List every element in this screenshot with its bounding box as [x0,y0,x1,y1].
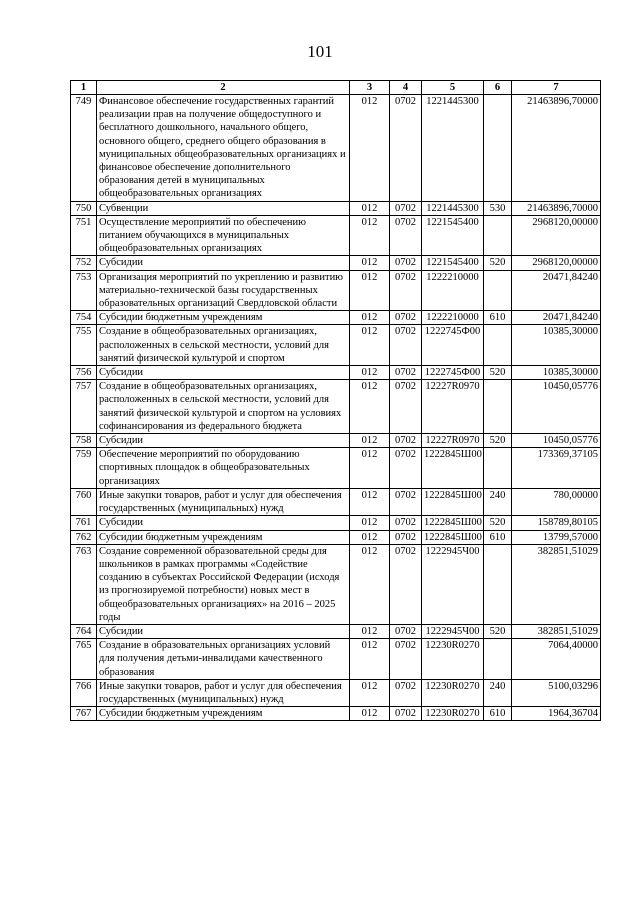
target-article-cell: 1222745Ф00 [422,366,484,380]
expense-type-cell [484,325,512,366]
expense-type-cell: 610 [484,707,512,721]
ministry-code-cell: 012 [350,380,390,434]
ministry-code-cell: 012 [350,707,390,721]
ministry-code-cell: 012 [350,311,390,325]
expense-type-cell: 520 [484,516,512,530]
section-code-cell: 0702 [390,366,422,380]
table-row [71,639,601,680]
target-article-cell: 1221445300 [422,201,484,215]
amount-cell: 13799,57000 [512,530,601,544]
row-number-cell: 764 [71,624,97,638]
table-row [71,256,601,270]
section-code-cell: 0702 [390,256,422,270]
section-code-cell: 0702 [390,488,422,515]
amount-cell: 20471,84240 [512,270,601,311]
header-cell: 6 [484,81,512,95]
header-cell: 4 [390,81,422,95]
expense-type-cell: 520 [484,256,512,270]
amount-cell: 382851,51029 [512,624,601,638]
expense-name-cell: Организация мероприятий по укреплению и развитию материально-технической базы государственных образовательных организаций Свердловской области [97,270,350,311]
amount-cell: 20471,84240 [512,311,601,325]
target-article-cell: 12230R0270 [422,707,484,721]
expense-type-cell: 520 [484,366,512,380]
table-body [71,95,601,721]
target-article-cell: 1222845Ш00 [422,516,484,530]
row-number-cell: 752 [71,256,97,270]
table-row [71,516,601,530]
expense-name-cell: Субсидии бюджетным учреждениям [97,311,350,325]
ministry-code-cell: 012 [350,215,390,256]
expense-type-cell: 520 [484,624,512,638]
section-code-cell: 0702 [390,434,422,448]
expense-type-cell [484,448,512,489]
row-number-cell: 758 [71,434,97,448]
table-row [71,434,601,448]
ministry-code-cell: 012 [350,488,390,515]
row-number-cell: 766 [71,679,97,706]
target-article-cell: 1221545400 [422,256,484,270]
amount-cell: 21463896,70000 [512,201,601,215]
expense-type-cell [484,544,512,624]
target-article-cell: 1222745Ф00 [422,325,484,366]
ministry-code-cell: 012 [350,448,390,489]
row-number-cell: 754 [71,311,97,325]
target-article-cell: 12227R0970 [422,380,484,434]
ministry-code-cell: 012 [350,256,390,270]
row-number-cell: 765 [71,639,97,680]
expense-type-cell: 610 [484,530,512,544]
section-code-cell: 0702 [390,707,422,721]
expense-name-cell: Субсидии [97,256,350,270]
table-row [71,95,601,202]
ministry-code-cell: 012 [350,679,390,706]
row-number-cell: 757 [71,380,97,434]
section-code-cell: 0702 [390,516,422,530]
expense-type-cell: 520 [484,434,512,448]
expense-name-cell: Создание в общеобразовательных организациях, расположенных в сельской местности, условий для занятий физической культурой и спортом [97,325,350,366]
amount-cell: 158789,80105 [512,516,601,530]
expense-type-cell [484,380,512,434]
target-article-cell: 1222945Ч00 [422,624,484,638]
table-row [71,380,601,434]
budget-table [70,80,601,721]
table-row [71,201,601,215]
expense-name-cell: Создание в образовательных организациях условий для получения детьми-инвалидами качественного образования [97,639,350,680]
amount-cell: 173369,37105 [512,448,601,489]
section-code-cell: 0702 [390,624,422,638]
section-code-cell: 0702 [390,270,422,311]
amount-cell: 21463896,70000 [512,95,601,202]
ministry-code-cell: 012 [350,325,390,366]
amount-cell: 1964,36704 [512,707,601,721]
target-article-cell: 1221545400 [422,215,484,256]
expense-name-cell: Субсидии бюджетным учреждениям [97,530,350,544]
ministry-code-cell: 012 [350,366,390,380]
expense-name-cell: Субсидии бюджетным учреждениям [97,707,350,721]
row-number-cell: 755 [71,325,97,366]
table-row [71,707,601,721]
target-article-cell: 1222845Ш00 [422,530,484,544]
section-code-cell: 0702 [390,325,422,366]
expense-type-cell: 610 [484,311,512,325]
header-cell: 1 [71,81,97,95]
table-row [71,215,601,256]
target-article-cell: 1222210000 [422,311,484,325]
amount-cell: 10450,05776 [512,434,601,448]
row-number-cell: 749 [71,95,97,202]
target-article-cell: 1222210000 [422,270,484,311]
ministry-code-cell: 012 [350,201,390,215]
header-row [71,81,601,95]
ministry-code-cell: 012 [350,530,390,544]
table-row [71,270,601,311]
row-number-cell: 761 [71,516,97,530]
row-number-cell: 753 [71,270,97,311]
target-article-cell: 12230R0270 [422,679,484,706]
ministry-code-cell: 012 [350,95,390,202]
row-number-cell: 767 [71,707,97,721]
target-article-cell: 12230R0270 [422,639,484,680]
header-cell: 3 [350,81,390,95]
amount-cell: 10450,05776 [512,380,601,434]
section-code-cell: 0702 [390,215,422,256]
amount-cell: 10385,30000 [512,325,601,366]
section-code-cell: 0702 [390,530,422,544]
expense-type-cell [484,95,512,202]
ministry-code-cell: 012 [350,544,390,624]
section-code-cell: 0702 [390,448,422,489]
expense-type-cell: 530 [484,201,512,215]
expense-name-cell: Осуществление мероприятий по обеспечению питанием обучающихся в муниципальных общеобразовательных организациях [97,215,350,256]
amount-cell: 382851,51029 [512,544,601,624]
expense-name-cell: Создание современной образовательной среды для школьников в рамках программы «Содействие созданию в субъектах Российской Федерации (исходя из прогнозируемой потребности) новых мест в общеобразовательных организациях» на 2016 – 2025 годы [97,544,350,624]
row-number-cell: 763 [71,544,97,624]
ministry-code-cell: 012 [350,624,390,638]
table-row [71,448,601,489]
expense-type-cell: 240 [484,679,512,706]
amount-cell: 780,00000 [512,488,601,515]
table-row [71,544,601,624]
ministry-code-cell: 012 [350,516,390,530]
section-code-cell: 0702 [390,679,422,706]
section-code-cell: 0702 [390,639,422,680]
row-number-cell: 759 [71,448,97,489]
table-row [71,488,601,515]
section-code-cell: 0702 [390,95,422,202]
expense-name-cell: Субсидии [97,516,350,530]
expense-name-cell: Финансовое обеспечение государственных гарантий реализации прав на получение общедоступного и бесплатного дошкольного, начального общего, основного общего, среднего общего образования в муниципальных общеобразовательных организациях и финансовое обеспечение дополнительного образования детей в муниципальных общеобразовательных организациях [97,95,350,202]
table-row [71,679,601,706]
expense-name-cell: Иные закупки товаров, работ и услуг для обеспечения государственных (муниципальных) нужд [97,488,350,515]
table-row [71,530,601,544]
expense-type-cell [484,270,512,311]
expense-name-cell: Обеспечение мероприятий по оборудованию спортивных площадок в общеобразовательных организациях [97,448,350,489]
expense-name-cell: Субсидии [97,366,350,380]
target-article-cell: 1222845Ш00 [422,448,484,489]
header-cell: 2 [97,81,350,95]
table-row [71,366,601,380]
ministry-code-cell: 012 [350,434,390,448]
ministry-code-cell: 012 [350,639,390,680]
amount-cell: 2968120,00000 [512,256,601,270]
row-number-cell: 760 [71,488,97,515]
row-number-cell: 762 [71,530,97,544]
amount-cell: 5100,03296 [512,679,601,706]
row-number-cell: 751 [71,215,97,256]
amount-cell: 10385,30000 [512,366,601,380]
row-number-cell: 756 [71,366,97,380]
section-code-cell: 0702 [390,544,422,624]
section-code-cell: 0702 [390,201,422,215]
section-code-cell: 0702 [390,380,422,434]
target-article-cell: 12227R0970 [422,434,484,448]
expense-type-cell: 240 [484,488,512,515]
table-row [71,624,601,638]
expense-type-cell [484,215,512,256]
expense-name-cell: Субсидии [97,624,350,638]
table-row [71,311,601,325]
target-article-cell: 1222945Ч00 [422,544,484,624]
expense-name-cell: Иные закупки товаров, работ и услуг для обеспечения государственных (муниципальных) нужд [97,679,350,706]
expense-name-cell: Субсидии [97,434,350,448]
target-article-cell: 1222845Ш00 [422,488,484,515]
page-number: 101 [307,42,333,61]
expense-type-cell [484,639,512,680]
row-number-cell: 750 [71,201,97,215]
section-code-cell: 0702 [390,311,422,325]
expense-name-cell: Создание в общеобразовательных организациях, расположенных в сельской местности, условий для занятий физической культурой и спортом на условиях софинансирования из федерального бюджета [97,380,350,434]
expense-name-cell: Субвенции [97,201,350,215]
amount-cell: 7064,40000 [512,639,601,680]
header-cell: 5 [422,81,484,95]
ministry-code-cell: 012 [350,270,390,311]
header-cell: 7 [512,81,601,95]
amount-cell: 2968120,00000 [512,215,601,256]
target-article-cell: 1221445300 [422,95,484,202]
table-row [71,325,601,366]
